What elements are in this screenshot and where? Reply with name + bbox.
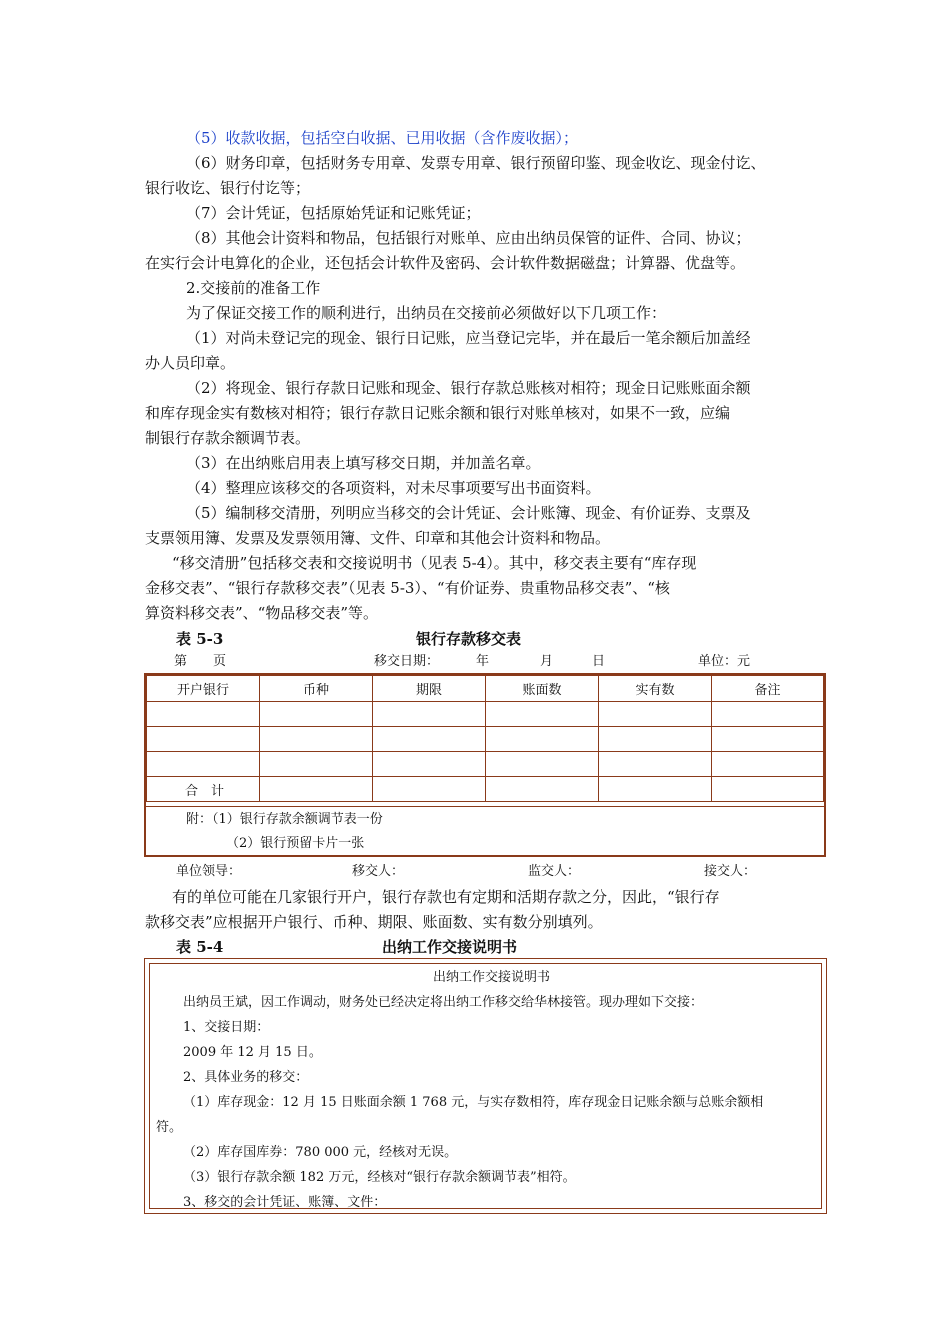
attachment-1: 附：（1）银行存款余额调节表一份 <box>186 812 383 827</box>
table-total-row <box>147 777 824 802</box>
total-label: 合 计 <box>147 777 260 802</box>
table-cell <box>599 777 712 802</box>
para-step1-1: （1）对尚未登记完的现金、银行日记账，应当登记完毕，并在最后一笔余额后加盖经 <box>186 329 751 347</box>
memo-title: 出纳工作交接说明书 <box>433 970 551 985</box>
table-row <box>147 727 824 752</box>
table53-month: 月 <box>540 654 554 669</box>
para-step3: （3）在出纳账启用表上填写移交日期，并加盖名章。 <box>186 454 541 472</box>
table-cell <box>486 727 599 752</box>
table-cell <box>373 727 486 752</box>
col-header: 币种 <box>260 676 373 702</box>
table-cell <box>712 702 824 727</box>
para-other-1: （8）其他会计资料和物品，包括银行对账单、应由出纳员保管的证件、合同、协议； <box>186 229 751 247</box>
table-cell <box>147 702 260 727</box>
section-heading-prep: 2.交接前的准备工作 <box>186 279 321 297</box>
table-cell <box>486 702 599 727</box>
table-cell <box>712 727 824 752</box>
table53-year: 年 <box>476 654 490 669</box>
table-cell <box>486 777 599 802</box>
table-header-row <box>147 676 824 702</box>
table-cell <box>373 752 486 777</box>
para-step2-3: 制银行存款余额调节表。 <box>145 429 311 447</box>
memo-line: （1）库存现金：12 月 15 日账面余额 1 768 元，与实存数相符，库存现金日记账余额与总账余额相 <box>183 1095 764 1110</box>
table-cell <box>486 752 599 777</box>
table-attachments <box>146 806 824 858</box>
para-step2-1: （2）将现金、银行存款日记账和现金、银行存款总账核对相符；现金日记账账面余额 <box>186 379 751 397</box>
handover-memo-inner <box>149 963 822 1209</box>
table-cell <box>599 752 712 777</box>
table-cell <box>260 727 373 752</box>
table-cell <box>147 727 260 752</box>
para-multibank-2: 款移交表”应根据开户银行、币种、期限、账面数、实有数分别填列。 <box>145 913 603 931</box>
bank-deposit-transfer-table <box>144 673 826 857</box>
table-row <box>147 752 824 777</box>
para-step2-2: 和库存现金实有数核对相符；银行存款日记账余额和银行对账单核对，如果不一致，应编 <box>145 404 731 422</box>
col-header: 实有数 <box>599 676 712 702</box>
memo-line: 符。 <box>156 1120 183 1135</box>
para-step5-1: （5）编制移交清册，列明应当移交的会计凭证、会计账簿、现金、有价证券、支票及 <box>186 504 751 522</box>
memo-line: 3、移交的会计凭证、账簿、文件： <box>183 1195 387 1210</box>
table53-title: 银行存款移交表 <box>416 630 522 648</box>
sign-supervisor: 监交人： <box>528 864 581 879</box>
para-step1-2: 办人员印章。 <box>145 354 236 372</box>
para-list-3: 算资料移交表”、“物品移交表”等。 <box>145 604 379 622</box>
table-cell <box>260 777 373 802</box>
table-cell <box>373 777 486 802</box>
table-cell <box>599 727 712 752</box>
para-seals-1: （6）财务印章，包括财务专用章、发票专用章、银行预留印鉴、现金收讫、现金付讫、 <box>186 154 766 172</box>
table-cell <box>260 752 373 777</box>
table-cell <box>260 702 373 727</box>
col-header: 期限 <box>373 676 486 702</box>
para-other-2: 在实行会计电算化的企业，还包括会计软件及密码、会计软件数据磁盘；计算器、优盘等。 <box>145 254 746 272</box>
para-vouchers: （7）会计凭证，包括原始凭证和记账凭证； <box>186 204 481 222</box>
memo-line: （2）库存国库券：780 000 元，经核对无误。 <box>183 1145 458 1160</box>
table53-page: 第 页 <box>174 654 227 669</box>
memo-line: （3）银行存款余额 182 万元，经核对“银行存款余额调节表”相符。 <box>183 1170 576 1185</box>
para-step4: （4）整理应该移交的各项资料，对未尽事项要写出书面资料。 <box>186 479 601 497</box>
para-receipts: （5）收款收据，包括空白收据、已用收据（含作废收据）； <box>186 129 579 147</box>
table-cell <box>373 702 486 727</box>
para-seals-2: 银行收讫、银行付讫等； <box>145 179 311 197</box>
sign-receiver: 接交人： <box>704 864 757 879</box>
attachment-2: （2）银行预留卡片一张 <box>226 836 365 851</box>
sign-handover: 移交人： <box>352 864 405 879</box>
para-step5-2: 支票领用簿、发票及发票领用簿、文件、印章和其他会计资料和物品。 <box>145 529 611 547</box>
table-cell <box>599 702 712 727</box>
table53-label: 表 5-3 <box>176 630 224 648</box>
memo-line: 1、交接日期： <box>183 1020 270 1035</box>
col-header: 备注 <box>712 676 824 702</box>
col-header: 开户银行 <box>147 676 260 702</box>
para-multibank-1: 有的单位可能在几家银行开户，银行存款也有定期和活期存款之分，因此，“银行存 <box>172 888 720 906</box>
sign-leader: 单位领导： <box>176 864 242 879</box>
table-cell <box>147 752 260 777</box>
col-header: 账面数 <box>486 676 599 702</box>
table-row <box>147 702 824 727</box>
table-cell <box>712 777 824 802</box>
table54-label: 表 5-4 <box>176 938 224 956</box>
table53-date-label: 移交日期： <box>374 654 440 669</box>
handover-memo-box <box>144 958 827 1214</box>
table53-unit: 单位：元 <box>698 654 751 669</box>
table53-day: 日 <box>592 654 606 669</box>
para-list-1: “移交清册”包括移交表和交接说明书（见表 5-4）。其中，移交表主要有“库存现 <box>172 554 697 572</box>
memo-line: 出纳员王斌，因工作调动，财务处已经决定将出纳工作移交给华林接管。现办理如下交接： <box>183 995 704 1010</box>
para-intro: 为了保证交接工作的顺利进行，出纳员在交接前必须做好以下几项工作： <box>186 304 667 322</box>
memo-line: 2009 年 12 月 15 日。 <box>183 1045 322 1060</box>
para-list-2: 金移交表”、“银行存款移交表”（见表 5-3）、“有价证券、贵重物品移交表”、“核 <box>145 579 670 597</box>
table54-title: 出纳工作交接说明书 <box>382 938 518 956</box>
memo-line: 2、具体业务的移交： <box>183 1070 309 1085</box>
table-cell <box>712 752 824 777</box>
